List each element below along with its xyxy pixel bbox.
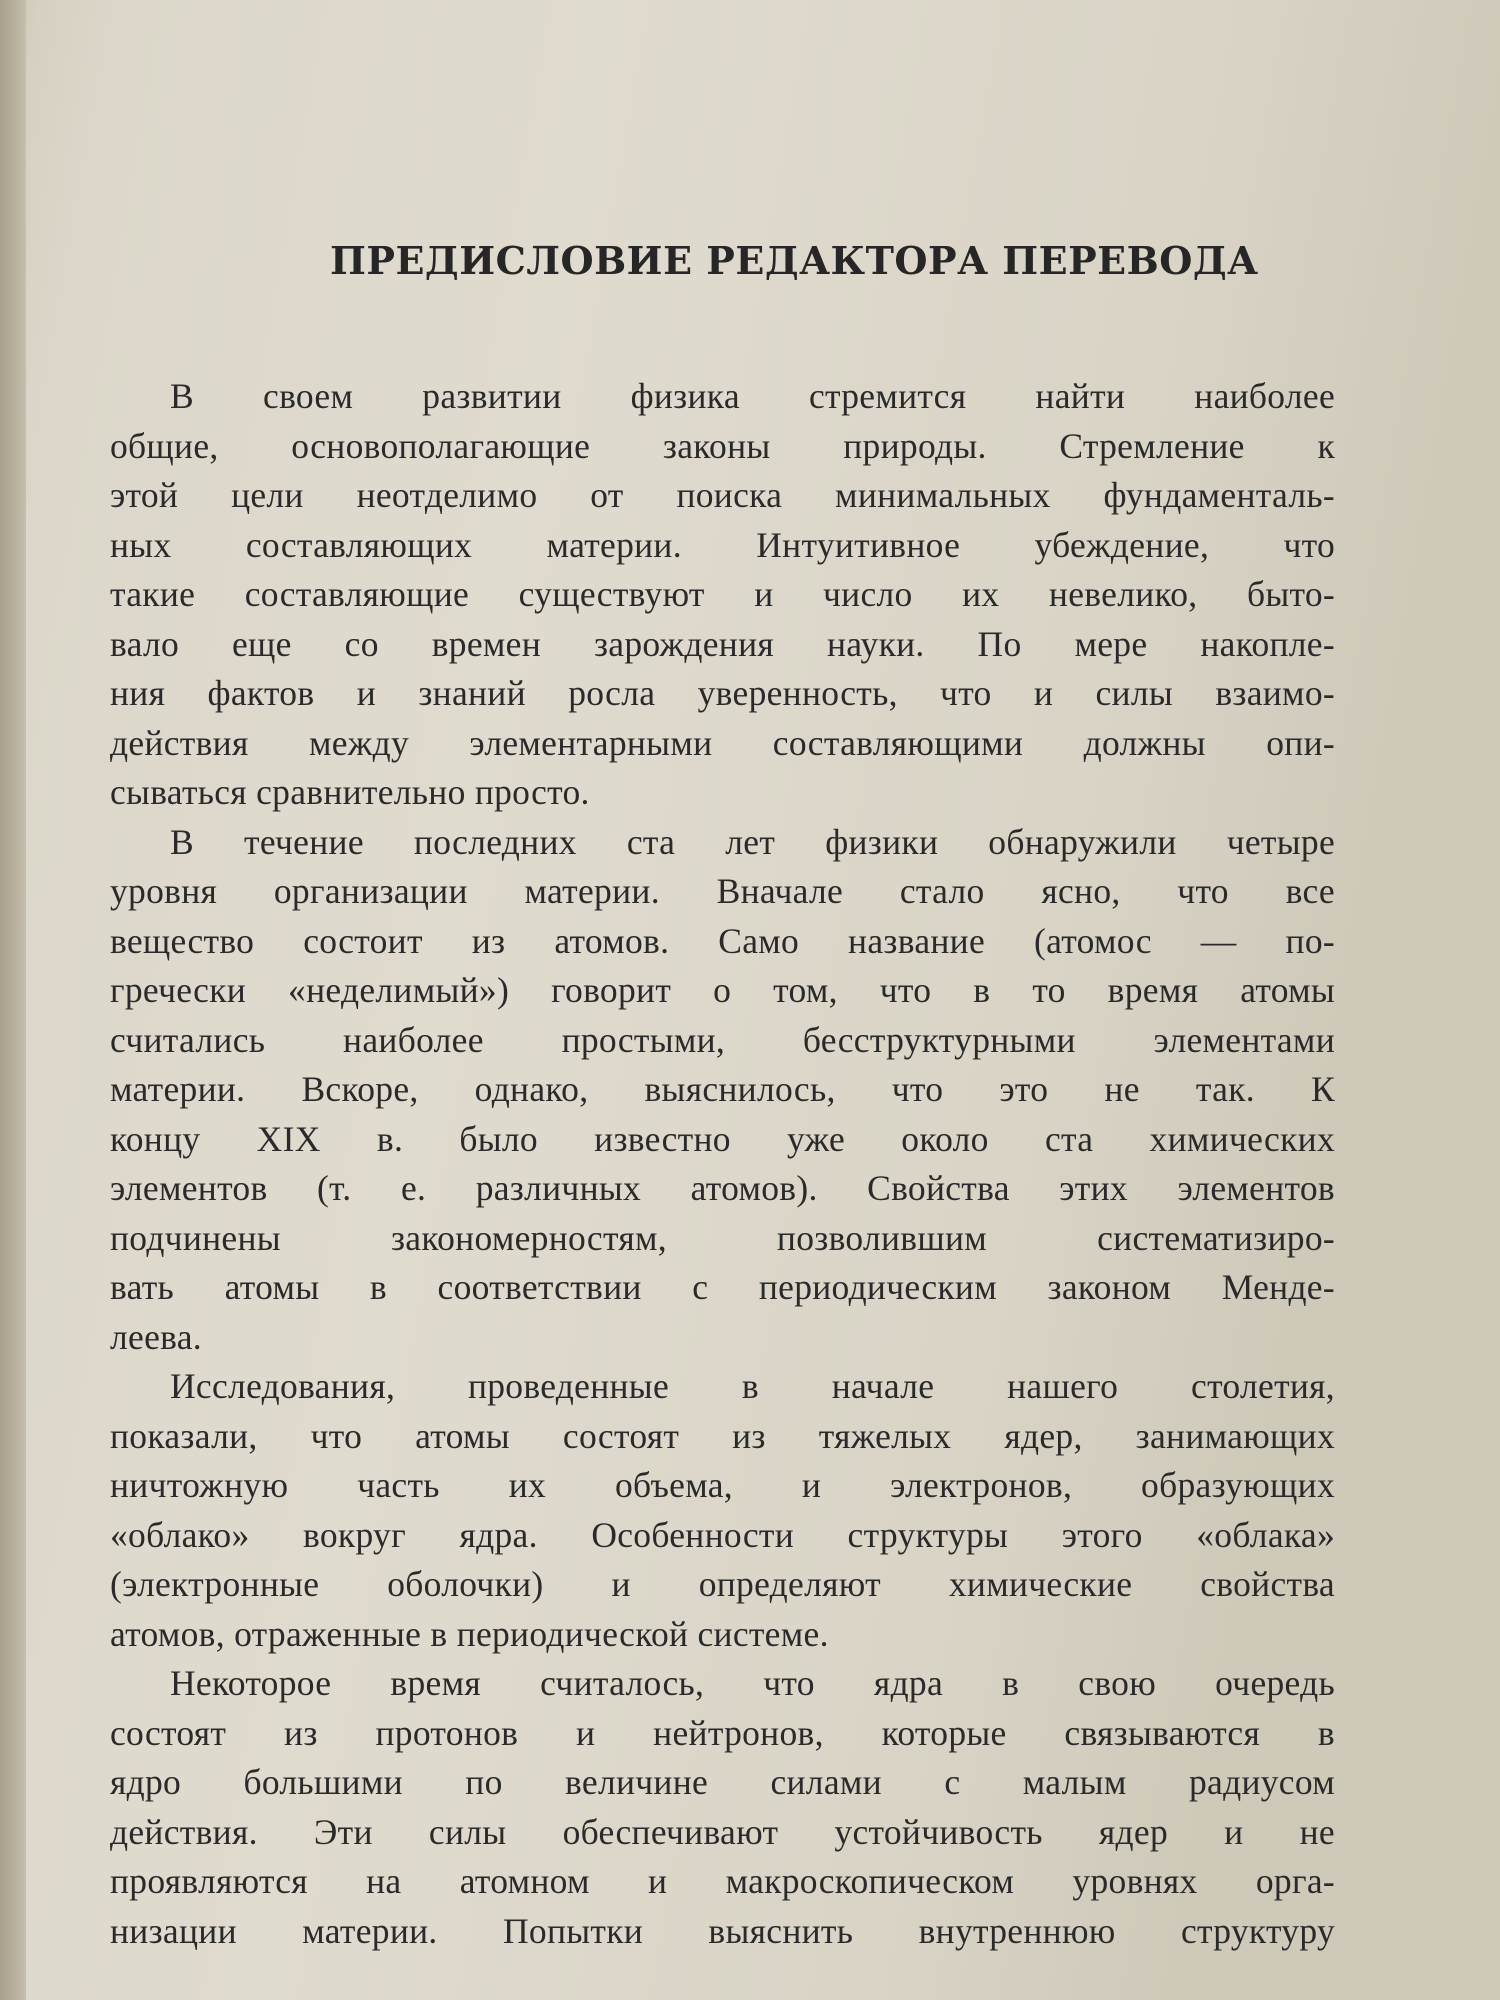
text-line: проявляются на атомном и макроскопическом уровнях орга- [110, 1861, 1335, 1901]
paragraph-2 [110, 818, 1335, 1363]
text-line: элементов (т. е. различных атомов). Свойства этих элементов [110, 1168, 1335, 1208]
text-line: ния фактов и знаний росла уверенность, что и силы взаимо- [110, 673, 1335, 713]
paragraph-4 [110, 1659, 1335, 1956]
text-line: атомов, отраженные в периодической системе. [110, 1613, 829, 1654]
book-page [110, 0, 1340, 2000]
text-line: действия. Эти силы обеспечивают устойчивость ядер и не [110, 1811, 1335, 1852]
paragraph-1 [110, 372, 1335, 818]
page-binding-shadow [0, 0, 26, 2000]
text-line: ядро большими по величине силами с малым радиусом [110, 1762, 1335, 1802]
text-line: ничтожную часть их объема, и электронов, образующих [110, 1465, 1335, 1505]
text-line: общие, основополагающие законы природы. Стремление к [110, 425, 1335, 466]
text-line: низации материи. Попытки выяснить внутреннюю структуру [110, 1910, 1335, 1951]
text-line: «облако» вокруг ядра. Особенности структуры этого «облака» [110, 1514, 1335, 1555]
page-heading: ПРЕДИСЛОВИЕ РЕДАКТОРА ПЕРЕВОДА [330, 238, 1259, 283]
text-line: состоят из протонов и нейтронов, которые связываются в [110, 1712, 1335, 1753]
text-line: ных составляющих материи. Интуитивное убеждение, что [110, 524, 1335, 565]
text-line: такие составляющие существуют и число их невелико, быто- [110, 574, 1335, 614]
text-line: В течение последних ста лет физики обнаружили четыре [170, 821, 1335, 862]
paragraph-3 [110, 1362, 1335, 1659]
text-line: леева. [110, 1316, 202, 1357]
text-line: показали, что атомы состоят из тяжелых ядер, занимающих [110, 1415, 1335, 1456]
text-line: сываться сравнительно просто. [110, 772, 590, 812]
text-line: считались наиболее простыми, бесструктурными элементами [110, 1019, 1335, 1060]
text-line: В своем развитии физика стремится найти наиболее [170, 376, 1335, 416]
text-line: вать атомы в соответствии с периодическим законом Менде- [110, 1267, 1335, 1307]
text-line: действия между элементарными составляющими должны опи- [110, 722, 1335, 763]
text-line: (электронные оболочки) и определяют химические свойства [110, 1564, 1335, 1604]
text-line: гречески «неделимый») говорит о том, что в то время атомы [110, 970, 1335, 1010]
text-line: вещество состоит из атомов. Само название (атомос — по- [110, 920, 1335, 961]
text-line: вало еще со времен зарождения науки. По мере накопле- [110, 623, 1335, 664]
text-line: Исследования, проведенные в начале нашего столетия, [170, 1366, 1335, 1406]
text-line: этой цели неотделимо от поиска минимальных фундаменталь- [110, 475, 1335, 515]
text-line: материи. Вскоре, однако, выяснилось, что это не так. К [110, 1069, 1335, 1109]
text-line: уровня организации материи. Вначале стало ясно, что все [110, 871, 1335, 911]
text-line: концу XIX в. было известно уже около ста химических [110, 1118, 1335, 1159]
text-line: подчинены закономерностям, позволившим систематизиро- [110, 1217, 1335, 1258]
text-line: Некоторое время считалось, что ядра в свою очередь [170, 1663, 1335, 1703]
body-text [110, 372, 1335, 1956]
